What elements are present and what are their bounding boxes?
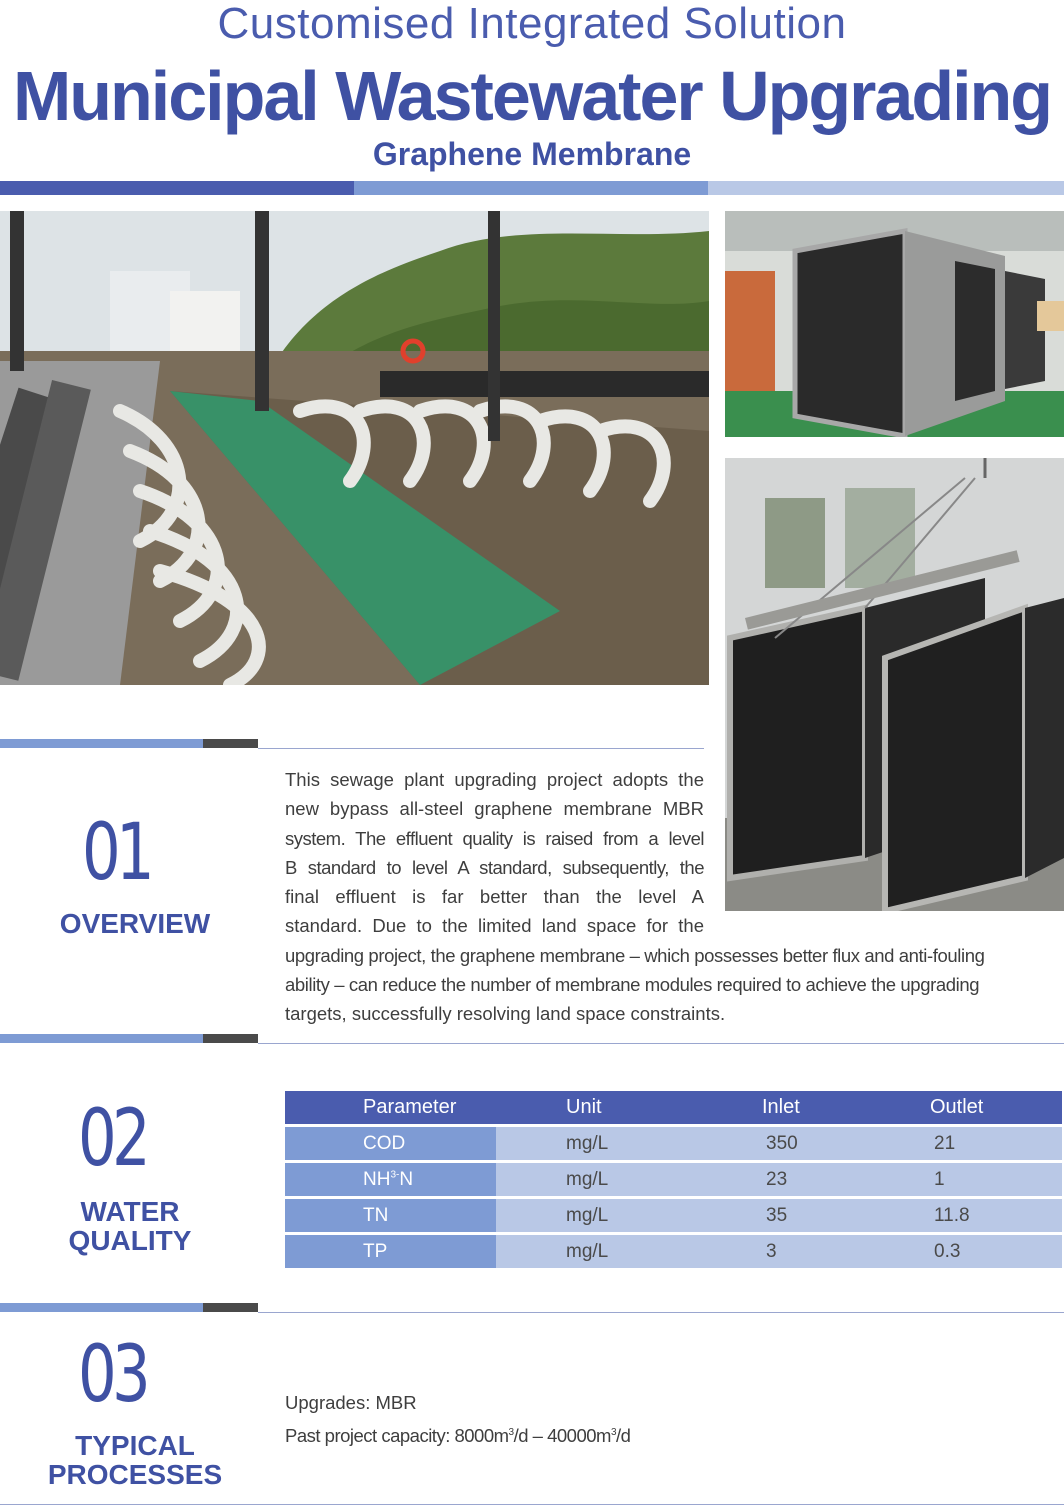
capacity-prefix: Past project capacity: 8000m (285, 1425, 509, 1447)
capacity-sup-2: 3 (610, 1427, 617, 1438)
water-quality-table (285, 1088, 1062, 1271)
processes-label-line1: TYPICAL (75, 1430, 195, 1461)
processes-details (285, 1388, 1045, 1451)
section-02-top-bar-dark (203, 1034, 258, 1043)
section-03-top-line (258, 1312, 1064, 1313)
section-02-top-line (258, 1043, 1064, 1044)
inlet-cell: 35 (696, 1199, 864, 1232)
header-bar-dark (0, 181, 354, 195)
overview-line-7: upgrading project, the graphene membrane – which possesses better flux and anti-fouling (285, 944, 985, 966)
overview-line-2: new bypass all-steel graphene membrane MBR (285, 798, 704, 820)
water-quality-label-line2: QUALITY (68, 1225, 192, 1256)
unit-cell: mg/L (496, 1163, 696, 1196)
section-01-top-line (258, 748, 704, 749)
inlet-cell: 23 (696, 1163, 864, 1196)
table-header-row (285, 1091, 1062, 1124)
header-parameter: Parameter (285, 1091, 496, 1124)
section-03-top-bar-light (0, 1303, 203, 1312)
mbr-tank-pipes-photo (0, 211, 709, 685)
overview-label: OVERVIEW (59, 908, 211, 939)
footer-line (0, 1504, 1064, 1505)
param-cell (285, 1127, 496, 1160)
section-03-top-bar-dark (203, 1303, 258, 1312)
overview-line-5: final effluent is far better than the level A (285, 886, 704, 908)
param-cell (285, 1199, 496, 1232)
outlet-cell: 21 (864, 1127, 1062, 1160)
water-quality-table-wrap (285, 1088, 1062, 1271)
outlet-cell: 11.8 (864, 1199, 1062, 1232)
param-cell (285, 1235, 496, 1268)
unit-cell: mg/L (496, 1235, 696, 1268)
capacity-mid: /d – 40000m (513, 1425, 611, 1447)
param-superscript: 3- (390, 1169, 400, 1181)
param-name: NH (363, 1168, 391, 1190)
processes-label-line2: PROCESSES (47, 1459, 223, 1490)
unit-cell: mg/L (496, 1199, 696, 1232)
section-01-top-bar-light (0, 739, 203, 748)
overview-paragraph (285, 765, 1063, 1029)
param-name: TP (363, 1240, 388, 1262)
overview-line-8: ability – can reduce the number of membrane modules required to achieve the upgrading (285, 974, 980, 996)
processes-capacity (285, 1418, 1045, 1451)
overview-number: 01 (82, 808, 151, 898)
capacity-sup-1: 3 (508, 1427, 514, 1438)
membrane-module-factory-photo (725, 211, 1064, 437)
outlet-cell: 1 (864, 1163, 1062, 1196)
capacity-suffix: /d (616, 1425, 631, 1447)
processes-number: 03 (78, 1330, 147, 1420)
header-outlet: Outlet (864, 1091, 1062, 1124)
table-row (285, 1199, 1062, 1232)
overview-line-9: targets, successfully resolving land space constraints. (285, 1003, 726, 1025)
inlet-cell: 3 (696, 1235, 864, 1268)
header-tagline: Graphene Membrane (372, 136, 692, 172)
outlet-cell: 0.3 (864, 1235, 1062, 1268)
inlet-cell: 350 (696, 1127, 864, 1160)
overview-line-1: This sewage plant upgrading project adopts the (285, 769, 704, 790)
table-row (285, 1163, 1062, 1196)
section-02-top-bar-light (0, 1034, 203, 1043)
processes-upgrades: Upgrades: MBR (285, 1392, 417, 1413)
table-row (285, 1127, 1062, 1160)
overview-line-6: standard. Due to the limited land space for the (285, 915, 704, 937)
header-bar-mid (354, 181, 708, 195)
header-inlet: Inlet (696, 1091, 864, 1124)
param-name: TN (363, 1204, 389, 1226)
page-title: Municipal Wastewater Upgrading (12, 57, 1052, 135)
overview-line-4: B standard to level A standard, subsequently, the (285, 856, 704, 878)
header-subtitle: Customised Integrated Solution (217, 0, 847, 48)
overview-line-3: system. The effluent quality is raised from a level (285, 827, 704, 849)
param-name: COD (363, 1132, 406, 1154)
header-unit: Unit (496, 1091, 696, 1124)
table-row (285, 1235, 1062, 1268)
param-cell (285, 1163, 496, 1196)
section-01-top-bar-dark (203, 739, 258, 748)
header-bar-light (708, 181, 1064, 195)
param-tail: N (399, 1168, 414, 1190)
water-quality-number: 02 (78, 1094, 147, 1184)
water-quality-label-line1: WATER (80, 1196, 180, 1227)
unit-cell: mg/L (496, 1127, 696, 1160)
